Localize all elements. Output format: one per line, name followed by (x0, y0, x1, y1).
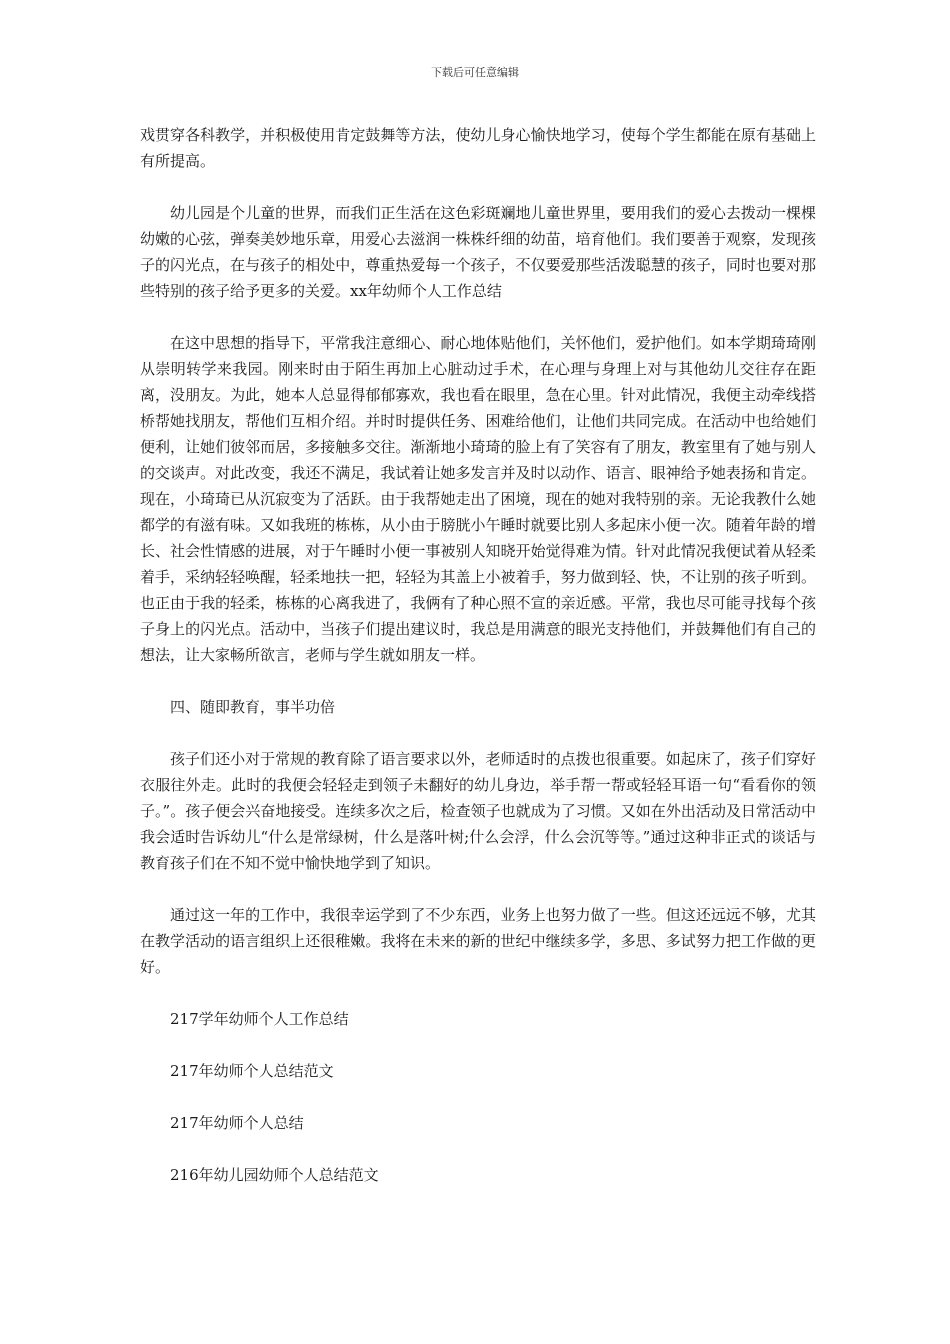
paragraph-kindergarten-world: 幼儿园是个儿童的世界，而我们正生活在这色彩斑斓地儿童世界里，要用我们的爱心去拨动一棵棵幼嫩的心弦，弹奏美妙地乐章，用爱心去滋润一株株纤细的幼苗，培育他们。我们要善于观察，发现孩子的闪光点，在与孩子的相处中，尊重热爱每一个孩子，不仅要爱那些活泼聪慧的孩子，同时也要对那些特别的孩子给予更多的关爱。xx年幼师个人工作总结 (140, 204, 816, 300)
related-item: 216年幼儿园幼师个人总结范文 (170, 1166, 379, 1184)
paragraph-timely-education: 孩子们还小对于常规的教育除了语言要求以外，老师适时的点拨也很重要。如起床了，孩子们穿好衣服往外走。此时的我便会轻轻走到领子未翻好的幼儿身边，举手帮一帮或轻轻耳语一句“看看你的领子。”。孩子便会兴奋地接受。连续多次之后，检查领子也就成为了习惯。又如在外出活动及日常活动中我会适时告诉幼儿“什么是常绿树，什么是落叶树;什么会浮，什么会沉等等。”通过这种非正式的谈话与教育孩子们在不知不觉中愉快地学到了知识。 (140, 750, 816, 872)
section-heading: 四、随即教育，事半功倍 (170, 698, 336, 716)
related-item: 217年幼师个人总结范文 (170, 1062, 334, 1080)
paragraph-continued: 戏贯穿各科教学，并积极使用肯定鼓舞等方法，使幼儿身心愉快地学习，使每个学生都能在原有基础上有所提高。 (140, 126, 816, 170)
related-item: 217年幼师个人总结 (170, 1114, 304, 1132)
paragraph-conclusion: 通过这一年的工作中，我很幸运学到了不少东西，业务上也努力做了一些。但这还远远不够，尤其在教学活动的语言组织上还很稚嫩。我将在未来的新的世纪中继续多学，多思、多试努力把工作做的更好。 (140, 906, 816, 976)
related-item: 217学年幼师个人工作总结 (170, 1010, 349, 1028)
document-body (140, 122, 816, 1214)
page-header: 下载后可任意编辑 (431, 66, 519, 79)
paragraph-guidance: 在这中思想的指导下，平常我注意细心、耐心地体贴他们，关怀他们，爱护他们。如本学期琦琦刚从崇明转学来我园。刚来时由于陌生再加上心脏动过手术，在心理与身理上对与其他幼儿交往存在距离，没朋友。为此，她本人总显得郁郁寡欢，我也看在眼里，急在心里。针对此情况，我便主动牵线搭桥帮她找朋友，帮他们互相介绍。并时时提供任务、困难给他们，让他们共同完成。在活动中也给她们便利，让她们彼邻而居，多接触多交往。渐渐地小琦琦的脸上有了笑容有了朋友，教室里有了她与别人的交谈声。对此改变，我还不满足，我试着让她多发言并及时以动作、语言、眼神给予她表扬和肯定。现在，小琦琦已从沉寂变为了活跃。由于我帮她走出了困境，现在的她对我特别的亲。无论我教什么她都学的有滋有味。又如我班的栋栋，从小由于膀胱小午睡时就要比别人多起床小便一次。随着年龄的增长、社会性情感的进展，对于午睡时小便一事被别人知晓开始觉得难为情。针对此情况我便试着从轻柔着手，采纳轻轻唤醒，轻柔地扶一把，轻轻为其盖上小被着手，努力做到轻、快，不让别的孩子听到。也正由于我的轻柔，栋栋的心离我进了，我俩有了种心照不宣的亲近感。平常，我也尽可能寻找每个孩子身上的闪光点。活动中，当孩子们提出建议时，我总是用满意的眼光支持他们，并鼓舞他们有自己的想法，让大家畅所欲言，老师与学生就如朋友一样。 (140, 334, 816, 664)
